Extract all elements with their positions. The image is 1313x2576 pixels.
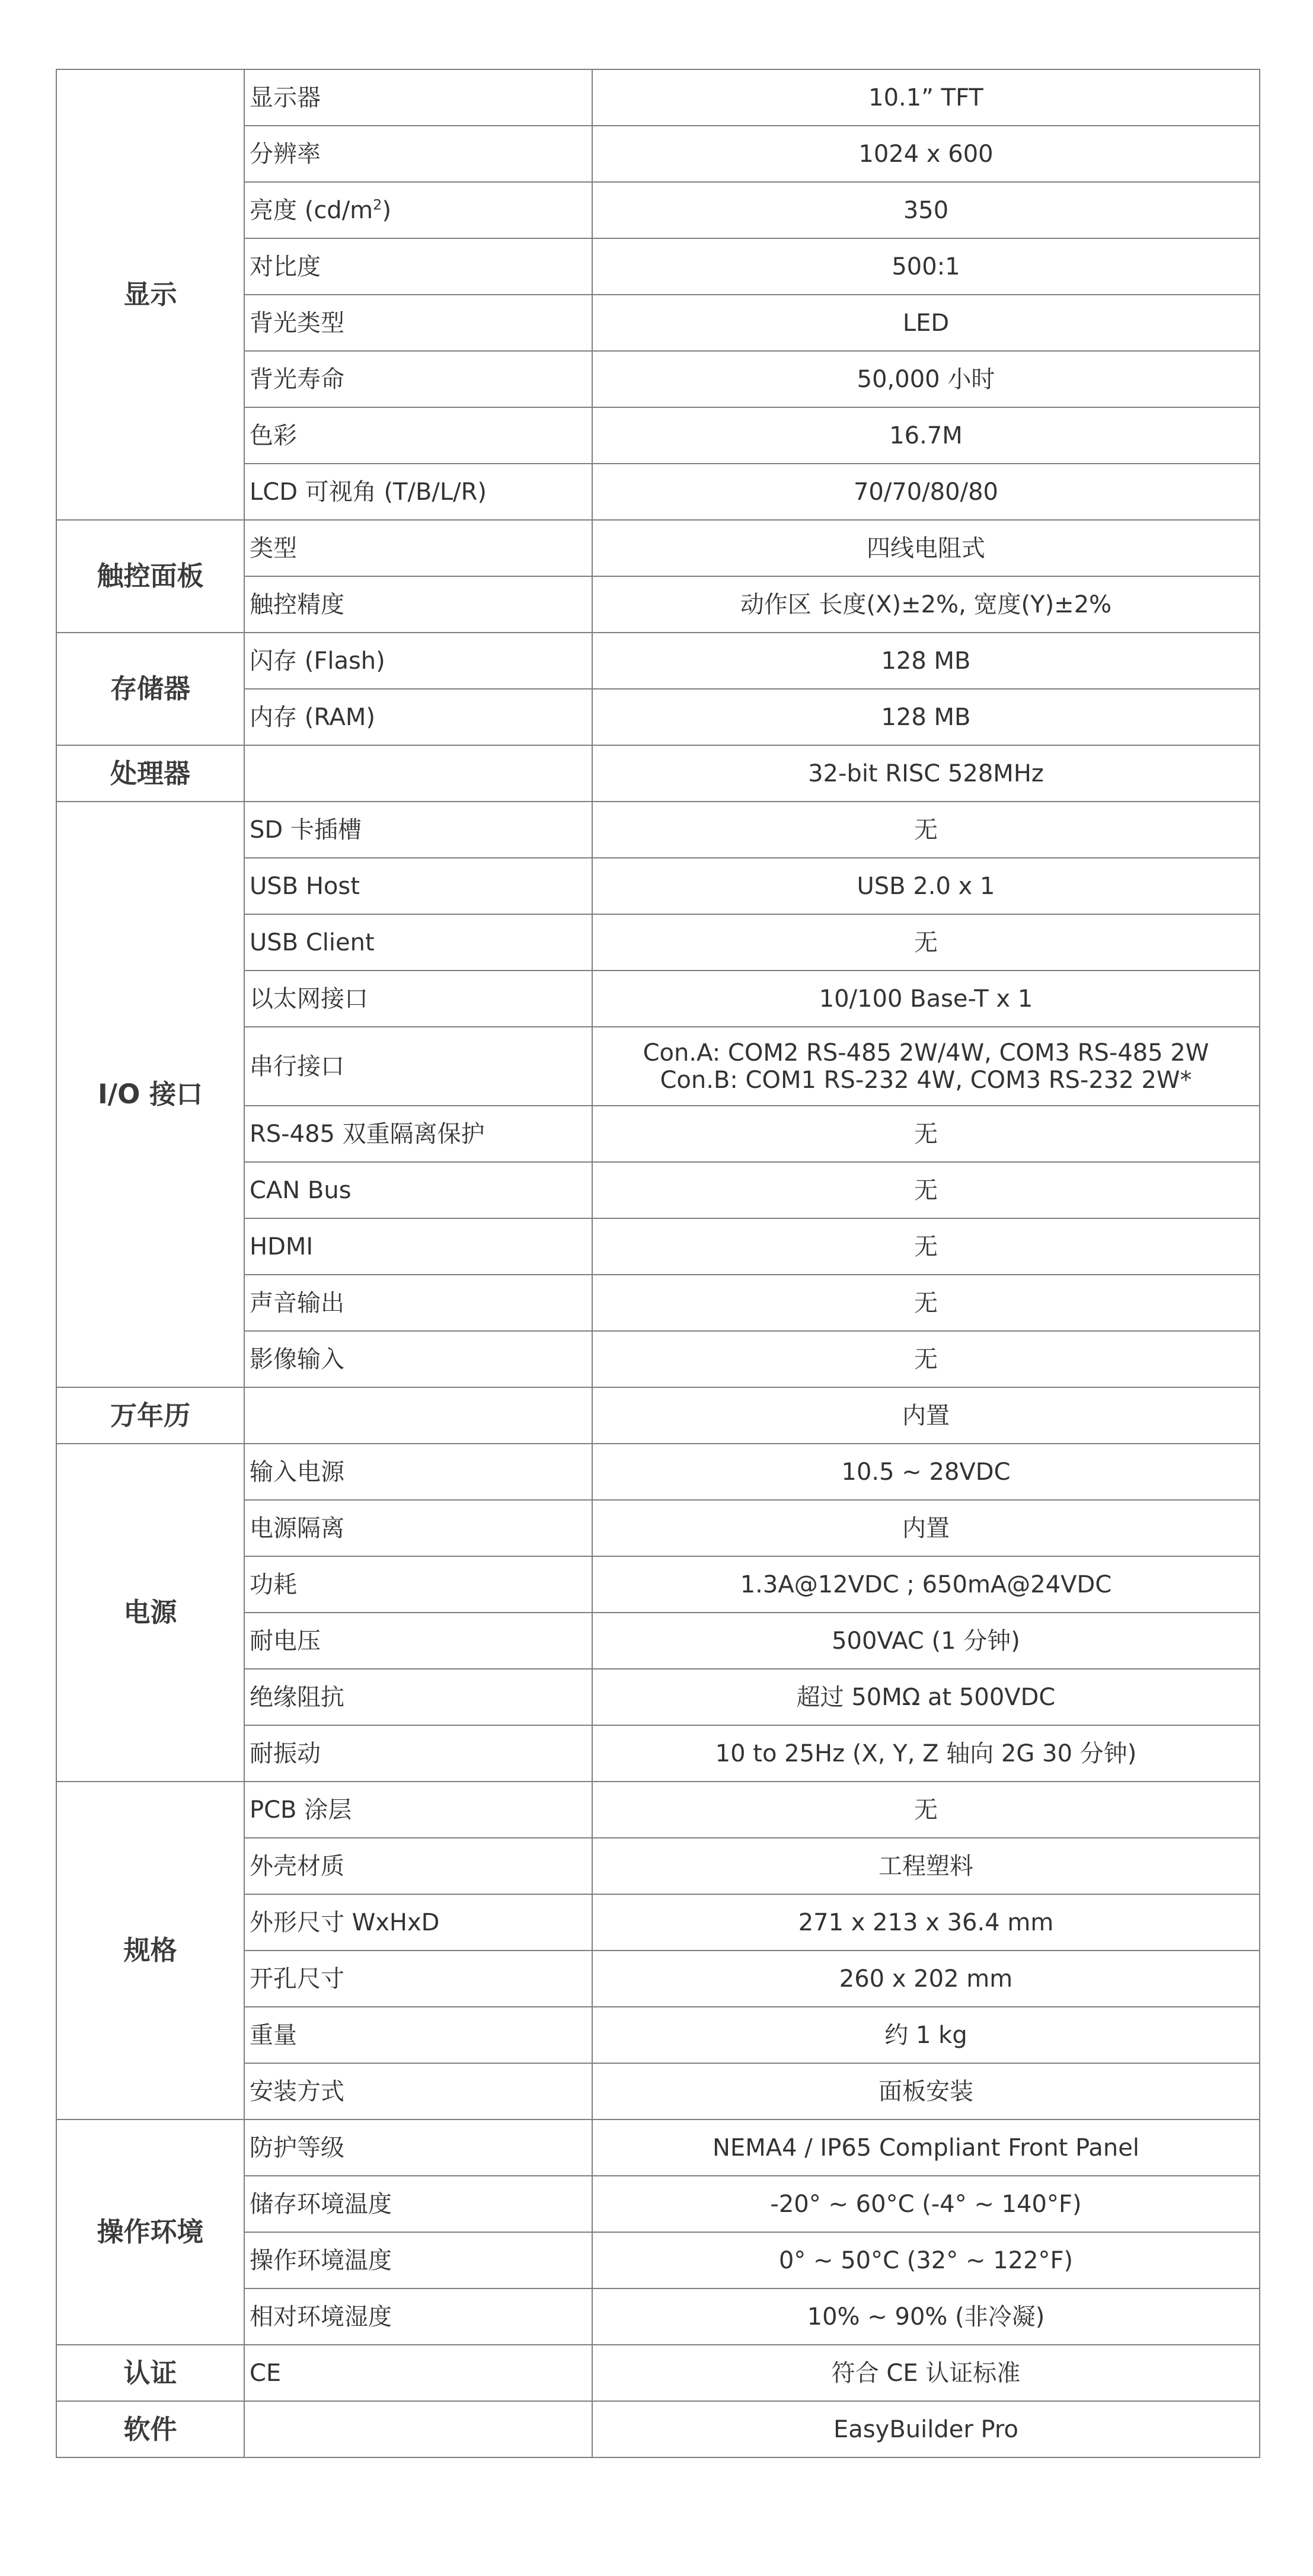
item-value: 350 <box>592 182 1260 238</box>
category-power: 电源 <box>56 1444 244 1782</box>
value-line: Con.B: COM1 RS-232 4W, COM3 RS-232 2W* <box>660 1066 1192 1094</box>
item-label <box>244 2401 592 2457</box>
item-label: 分辨率 <box>244 126 592 182</box>
item-value: 超过 50MΩ at 500VDC <box>592 1669 1260 1725</box>
item-value: 260 x 202 mm <box>592 1951 1260 2007</box>
item-value: 无 <box>592 1218 1260 1275</box>
table-row <box>56 745 1260 802</box>
table-row <box>56 1782 1260 1838</box>
item-value: NEMA4 / IP65 Compliant Front Panel <box>592 2119 1260 2176</box>
item-label: 以太网接口 <box>244 971 592 1027</box>
item-value: 70/70/80/80 <box>592 464 1260 520</box>
item-label: CAN Bus <box>244 1162 592 1218</box>
category-rtc: 万年历 <box>56 1387 244 1444</box>
category-io: I/O 接口 <box>56 802 244 1387</box>
item-value: 无 <box>592 1106 1260 1162</box>
item-value: 四线电阻式 <box>592 520 1260 576</box>
item-value: 271 x 213 x 36.4 mm <box>592 1894 1260 1951</box>
item-label: 显示器 <box>244 69 592 126</box>
item-value: 10.1” TFT <box>592 69 1260 126</box>
category-spec: 规格 <box>56 1782 244 2119</box>
item-value: 无 <box>592 1331 1260 1387</box>
item-label: LCD 可视角 (T/B/L/R) <box>244 464 592 520</box>
item-label: 闪存 (Flash) <box>244 633 592 689</box>
item-label: 操作环境温度 <box>244 2232 592 2288</box>
item-label: 影像输入 <box>244 1331 592 1387</box>
category-touch-panel: 触控面板 <box>56 520 244 633</box>
item-label-text-end: ) <box>382 196 392 224</box>
item-label: 开孔尺寸 <box>244 1951 592 2007</box>
item-value: 10% ~ 90% (非冷凝) <box>592 2288 1260 2345</box>
item-label: 触控精度 <box>244 576 592 633</box>
item-label: 电源隔离 <box>244 1500 592 1556</box>
table-row <box>56 2345 1260 2401</box>
table-row <box>56 69 1260 126</box>
item-label: 绝缘阻抗 <box>244 1669 592 1725</box>
item-label: 对比度 <box>244 238 592 295</box>
item-value: 10 to 25Hz (X, Y, Z 轴向 2G 30 分钟) <box>592 1725 1260 1782</box>
table-row <box>56 1444 1260 1500</box>
item-value: 500:1 <box>592 238 1260 295</box>
item-label: 外壳材质 <box>244 1838 592 1894</box>
item-label: 色彩 <box>244 407 592 464</box>
item-value <box>592 1027 1260 1106</box>
category-processor: 处理器 <box>56 745 244 802</box>
item-label: 背光类型 <box>244 295 592 351</box>
item-label: 耐振动 <box>244 1725 592 1782</box>
category-software: 软件 <box>56 2401 244 2457</box>
item-value: 10/100 Base-T x 1 <box>592 971 1260 1027</box>
item-label <box>244 745 592 802</box>
table-row <box>56 2401 1260 2457</box>
item-value: 无 <box>592 914 1260 971</box>
item-value: 约 1 kg <box>592 2007 1260 2063</box>
item-label: USB Client <box>244 914 592 971</box>
category-storage: 存储器 <box>56 633 244 745</box>
item-label: 内存 (RAM) <box>244 689 592 745</box>
item-label: USB Host <box>244 858 592 914</box>
table-row <box>56 2119 1260 2176</box>
item-value: LED <box>592 295 1260 351</box>
item-label: 防护等级 <box>244 2119 592 2176</box>
item-value: 无 <box>592 1275 1260 1331</box>
item-label: CE <box>244 2345 592 2401</box>
item-label: 耐电压 <box>244 1613 592 1669</box>
item-value: 动作区 长度(X)±2%, 宽度(Y)±2% <box>592 576 1260 633</box>
item-value: USB 2.0 x 1 <box>592 858 1260 914</box>
item-label: RS-485 双重隔离保护 <box>244 1106 592 1162</box>
item-label-text: 亮度 (cd/m <box>250 196 373 224</box>
item-value: 无 <box>592 1782 1260 1838</box>
item-value: 10.5 ~ 28VDC <box>592 1444 1260 1500</box>
table-row <box>56 1387 1260 1444</box>
item-value: 50,000 小时 <box>592 351 1260 407</box>
item-value: EasyBuilder Pro <box>592 2401 1260 2457</box>
category-certification: 认证 <box>56 2345 244 2401</box>
item-label: 串行接口 <box>244 1027 592 1106</box>
table-row <box>56 802 1260 858</box>
item-label <box>244 1387 592 1444</box>
item-value: 16.7M <box>592 407 1260 464</box>
item-value: 内置 <box>592 1387 1260 1444</box>
item-value: 符合 CE 认证标准 <box>592 2345 1260 2401</box>
item-label: 类型 <box>244 520 592 576</box>
item-value: 工程塑料 <box>592 1838 1260 1894</box>
item-label: 输入电源 <box>244 1444 592 1500</box>
item-value: 500VAC (1 分钟) <box>592 1613 1260 1669</box>
item-label: 功耗 <box>244 1556 592 1613</box>
item-label: 相对环境湿度 <box>244 2288 592 2345</box>
table-row <box>56 520 1260 576</box>
item-value: 128 MB <box>592 633 1260 689</box>
item-value: 无 <box>592 1162 1260 1218</box>
item-value: 1.3A@12VDC ; 650mA@24VDC <box>592 1556 1260 1613</box>
item-value: 内置 <box>592 1500 1260 1556</box>
item-value: 0° ~ 50°C (32° ~ 122°F) <box>592 2232 1260 2288</box>
item-label: 背光寿命 <box>244 351 592 407</box>
item-label: 储存环境温度 <box>244 2176 592 2232</box>
item-label: 重量 <box>244 2007 592 2063</box>
item-label: HDMI <box>244 1218 592 1275</box>
item-value: -20° ~ 60°C (-4° ~ 140°F) <box>592 2176 1260 2232</box>
item-label: SD 卡插槽 <box>244 802 592 858</box>
item-value: 32-bit RISC 528MHz <box>592 745 1260 802</box>
category-environment: 操作环境 <box>56 2119 244 2345</box>
item-label: 外形尺寸 WxHxD <box>244 1894 592 1951</box>
item-label: PCB 涂层 <box>244 1782 592 1838</box>
item-label: 安装方式 <box>244 2063 592 2119</box>
category-display: 显示 <box>56 69 244 520</box>
item-label: 声音输出 <box>244 1275 592 1331</box>
item-value: 面板安装 <box>592 2063 1260 2119</box>
item-value: 128 MB <box>592 689 1260 745</box>
item-label <box>244 182 592 238</box>
item-value: 1024 x 600 <box>592 126 1260 182</box>
value-line: Con.A: COM2 RS-485 2W/4W, COM3 RS-485 2W <box>643 1039 1209 1067</box>
item-value: 无 <box>592 802 1260 858</box>
spec-table <box>56 69 1260 2458</box>
item-label-superscript: 2 <box>373 196 382 213</box>
table-row <box>56 633 1260 689</box>
